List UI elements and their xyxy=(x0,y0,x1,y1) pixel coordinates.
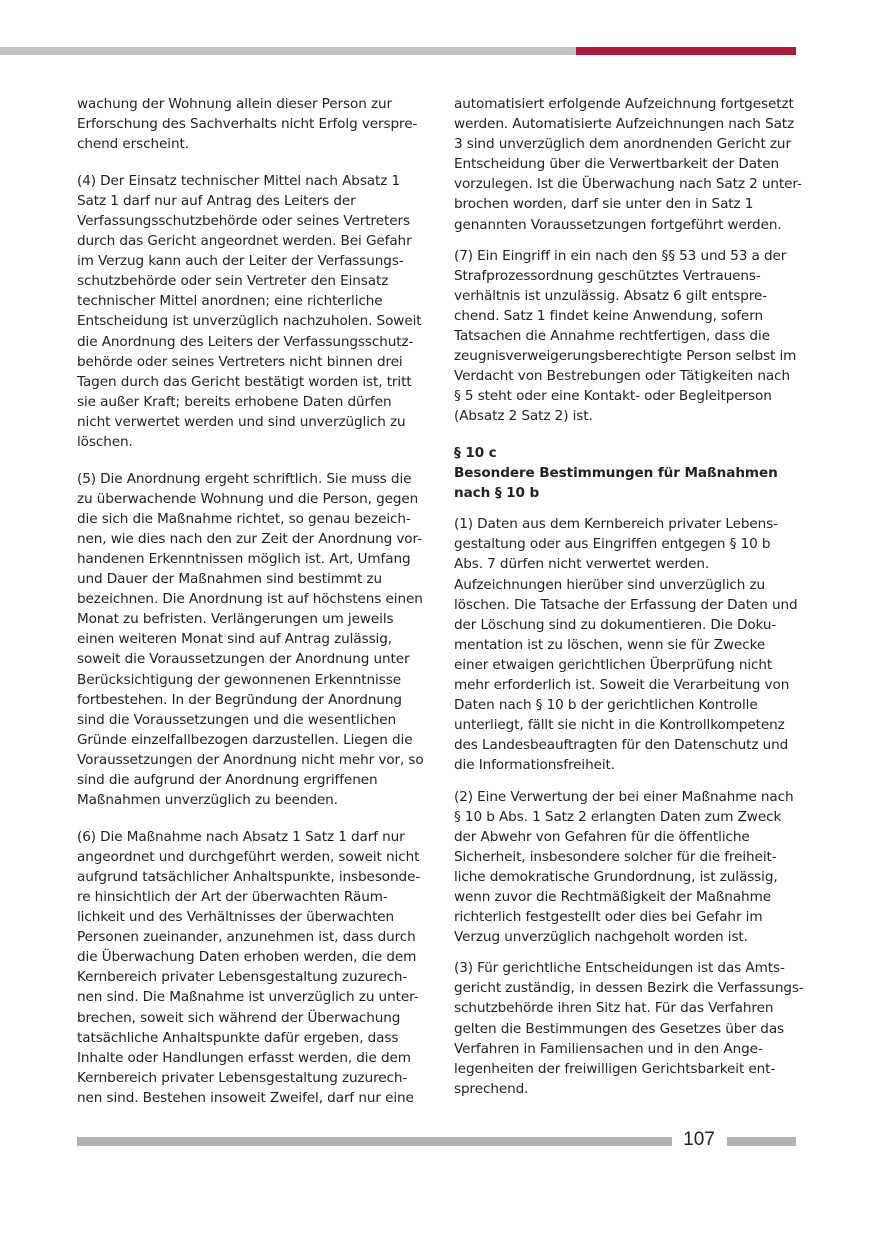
text-line: Strafprozessordnung geschütztes Vertrauens- xyxy=(454,267,761,284)
text-line: im Verzug kann auch der Leiter der Verfassungs- xyxy=(77,253,404,270)
text-line: vorzulegen. Ist die Überwachung nach Satz 2 unter- xyxy=(454,176,802,193)
text-line: chend. Satz 1 findet keine Anwendung, sofern xyxy=(454,307,763,324)
text-line: liche demokratische Grundordnung, ist zulässig, xyxy=(454,868,778,885)
text-line: brechen, soweit sich während der Überwachung xyxy=(77,1009,401,1026)
text-line: wenn zuvor die Rechtmäßigkeit der Maßnahme xyxy=(454,888,771,905)
text-line: zu überwachende Wohnung und die Person, gegen xyxy=(77,490,419,507)
text-line: gestaltung oder aus Eingriffen entgegen § 10 b xyxy=(454,536,771,553)
text-line: durch das Gericht angeordnet werden. Bei Gefahr xyxy=(77,233,412,250)
text-line: der Abwehr von Gefahren für die öffentliche xyxy=(454,828,750,845)
text-line: Kernbereich privater Lebensgestaltung zuzurech- xyxy=(77,1069,408,1086)
text-line: mentation ist zu löschen, wenn sie für Zwecke xyxy=(454,636,766,653)
text-line: gericht zuständig, in dessen Bezirk die Verfassungs- xyxy=(454,980,804,997)
text-line: handenen Erkenntnissen möglich ist. Art, Umfang xyxy=(77,550,411,567)
text-line: automatisiert erfolgende Aufzeichnung fortgesetzt xyxy=(454,96,794,112)
text-line: fortbestehen. In der Begründung der Anordnung xyxy=(77,691,402,708)
text-line: mehr erforderlich ist. Soweit die Verarbeitung von xyxy=(454,677,790,694)
text-line: sind die aufgrund der Anordnung ergriffenen xyxy=(77,772,378,788)
text-line: des Landesbeauftragten für den Datenschutz und xyxy=(454,737,789,754)
text-line: Tagen durch das Gericht bestätigt worden ist, tritt xyxy=(77,373,412,390)
text-line: der Löschung sind zu dokumentieren. Die Doku- xyxy=(454,616,777,633)
paragraph-continuation xyxy=(77,94,429,154)
text-line: die Überwachung Daten erhoben werden, die dem xyxy=(77,949,417,966)
text-line: Voraussetzungen der Anordnung nicht mehr vor, so xyxy=(77,751,424,768)
text-line: verhältnis ist unzulässig. Absatz 6 gilt entspre- xyxy=(454,287,768,304)
text-line: Verdacht von Bestrebungen oder Tätigkeiten nach xyxy=(454,368,790,385)
section-paragraph-3 xyxy=(454,958,804,1099)
text-line: brochen worden, darf sie unter den in Satz 1 xyxy=(454,196,754,213)
text-line: Kernbereich privater Lebensgestaltung zuzurech- xyxy=(77,969,408,986)
text-line: re hinsichtlich der Art der überwachten Räum- xyxy=(77,888,388,905)
text-line: Verfahren in Familiensachen und in den Ange- xyxy=(454,1040,763,1057)
text-line: zeugnisverweigerungsberechtigte Person selbst im xyxy=(454,348,797,365)
text-line: sie außer Kraft; bereits erhobene Daten dürfen xyxy=(77,393,392,410)
text-line: bezeichnen. Die Anordnung ist auf höchstens einen xyxy=(77,591,423,608)
section-paragraph-2 xyxy=(454,787,804,948)
paragraph-6 xyxy=(77,827,429,1108)
footer-bar xyxy=(77,1137,672,1146)
section-title-line: nach § 10 b xyxy=(454,485,540,502)
text-line: die Anordnung des Leiters der Verfassungsschutz- xyxy=(77,333,414,350)
text-line: (5) Die Anordnung ergeht schriftlich. Sie muss die xyxy=(77,470,412,487)
top-decorative-bar xyxy=(0,47,576,55)
page-number: 107 xyxy=(683,1129,715,1150)
section-number: § 10 c xyxy=(454,445,497,461)
text-line: richterlich festgestellt oder dies bei Gefahr im xyxy=(454,909,763,926)
text-line: technischer Mittel anordnen; eine richterliche xyxy=(77,293,383,310)
text-line: aufgrund tatsächlicher Anhaltspunkte, insbesonde- xyxy=(77,868,421,885)
text-line: Verzug unverzüglich nachgeholt worden ist. xyxy=(454,929,748,946)
text-line: die Informationsfreiheit. xyxy=(454,757,615,774)
paragraph-continuation xyxy=(454,94,804,235)
text-line: 3 sind unverzüglich dem anordnenden Gericht zur xyxy=(454,136,791,153)
text-line: tatsächliche Anhaltspunkte dafür ergeben, dass xyxy=(77,1029,399,1046)
text-line: einer etwaigen gerichtlichen Überprüfung nicht xyxy=(454,656,773,673)
text-line: Daten nach § 10 b der gerichtlichen Kontrolle xyxy=(454,697,758,714)
section-heading xyxy=(454,443,804,503)
text-line: Gründe einzelfallbezogen darzustellen. Liegen die xyxy=(77,731,413,748)
text-line: genannten Voraussetzungen fortgeführt werden. xyxy=(454,216,782,233)
text-line: löschen. xyxy=(77,434,133,450)
text-line: angeordnet und durchgeführt werden, soweit nicht xyxy=(77,848,420,865)
text-line: (1) Daten aus dem Kernbereich privater Lebens- xyxy=(454,516,778,533)
text-line: sprechend. xyxy=(454,1080,529,1097)
text-line: unterliegt, fällt sie nicht in die Kontrollkompetenz xyxy=(454,717,785,734)
text-line: gelten die Bestimmungen des Gesetzes über das xyxy=(454,1020,785,1037)
text-line: nen sind. Bestehen insoweit Zweifel, darf nur eine xyxy=(77,1089,414,1106)
text-line: chend erscheint. xyxy=(77,136,189,153)
text-line: Verfassungsschutzbehörde oder seines Vertreters xyxy=(77,212,410,229)
text-line: Entscheidung ist unverzüglich nachzuholen. Soweit xyxy=(77,313,422,330)
text-line: sind die Voraussetzungen und die wesentlichen xyxy=(77,711,397,728)
text-line: nen, wie dies nach den zur Zeit der Anordnung vor- xyxy=(77,530,422,547)
text-line: Personen zueinander, anzunehmen ist, dass durch xyxy=(77,929,416,946)
paragraph-7 xyxy=(454,246,804,427)
text-line: § 10 b Abs. 1 Satz 2 erlangten Daten zum Zweck xyxy=(454,808,782,825)
text-line: (3) Für gerichtliche Entscheidungen ist das Amts- xyxy=(454,960,785,977)
text-line: die sich die Maßnahme richtet, so genau bezeich- xyxy=(77,510,411,527)
text-line: Aufzeichnungen hierüber sind unverzüglich zu xyxy=(454,576,766,593)
text-line: löschen. Die Tatsache der Erfassung der Daten und xyxy=(454,596,798,613)
text-line: werden. Automatisierte Aufzeichnungen nach Satz xyxy=(454,116,795,133)
text-line: Entscheidung über die Verwertbarkeit der Daten xyxy=(454,156,779,173)
text-line: Tatsachen die Annahme rechtfertigen, dass die xyxy=(454,328,770,345)
text-line: nen sind. Die Maßnahme ist unverzüglich zu unter- xyxy=(77,989,419,1006)
text-line: Abs. 7 dürfen nicht verwertet werden. xyxy=(454,556,710,573)
text-line: Sicherheit, insbesondere solcher für die freiheit- xyxy=(454,848,777,865)
text-line: Erforschung des Sachverhalts nicht Erfolg verspre- xyxy=(77,116,418,133)
footer-bar-end xyxy=(727,1137,796,1146)
text-line: (7) Ein Eingriff in ein nach den §§ 53 und 53 a der xyxy=(454,247,787,264)
text-line: Satz 1 darf nur auf Antrag des Leiters der xyxy=(77,192,356,209)
paragraph-5 xyxy=(77,469,429,811)
text-line: Berücksichtigung der gewonnenen Erkenntnisse xyxy=(77,671,401,688)
text-line: nicht verwertet werden und sind unverzüglich zu xyxy=(77,413,406,430)
text-line: soweit die Voraussetzungen der Anordnung unter xyxy=(77,651,410,668)
text-line: einen weiteren Monat sind auf Antrag zulässig, xyxy=(77,631,392,648)
text-line: (Absatz 2 Satz 2) ist. xyxy=(454,408,593,425)
text-line: Inhalte oder Handlungen erfasst werden, die dem xyxy=(77,1049,411,1066)
text-line: schutzbehörde oder sein Vertreter den Einsatz xyxy=(77,273,389,290)
text-line: lichkeit und des Verhältnisses der überwachten xyxy=(77,909,395,926)
text-line: behörde oder seines Vertreters nicht binnen drei xyxy=(77,353,403,370)
text-line: Maßnahmen unverzüglich zu beenden. xyxy=(77,792,338,809)
text-line: (2) Eine Verwertung der bei einer Maßnahme nach xyxy=(454,788,794,805)
paragraph-4 xyxy=(77,171,429,452)
text-line: legenheiten der freiwilligen Gerichtsbarkeit ent- xyxy=(454,1060,776,1077)
text-line: (6) Die Maßnahme nach Absatz 1 Satz 1 darf nur xyxy=(77,828,405,845)
text-line: und Dauer der Maßnahmen sind bestimmt zu xyxy=(77,571,382,588)
right-text-column xyxy=(454,94,804,1099)
text-line: (4) Der Einsatz technischer Mittel nach Absatz 1 xyxy=(77,172,401,189)
text-line: wachung der Wohnung allein dieser Person zur xyxy=(77,96,393,112)
section-title-line: Besondere Bestimmungen für Maßnahmen xyxy=(454,465,778,482)
text-line: schutzbehörde ihren Sitz hat. Für das Verfahren xyxy=(454,1000,774,1017)
text-line: Monat zu befristen. Verlängerungen um jeweils xyxy=(77,611,394,628)
section-paragraph-1 xyxy=(454,514,804,775)
left-text-column xyxy=(77,94,429,1108)
text-line: § 5 steht oder eine Kontakt- oder Begleitperson xyxy=(454,388,772,405)
top-accent-bar xyxy=(576,47,796,55)
